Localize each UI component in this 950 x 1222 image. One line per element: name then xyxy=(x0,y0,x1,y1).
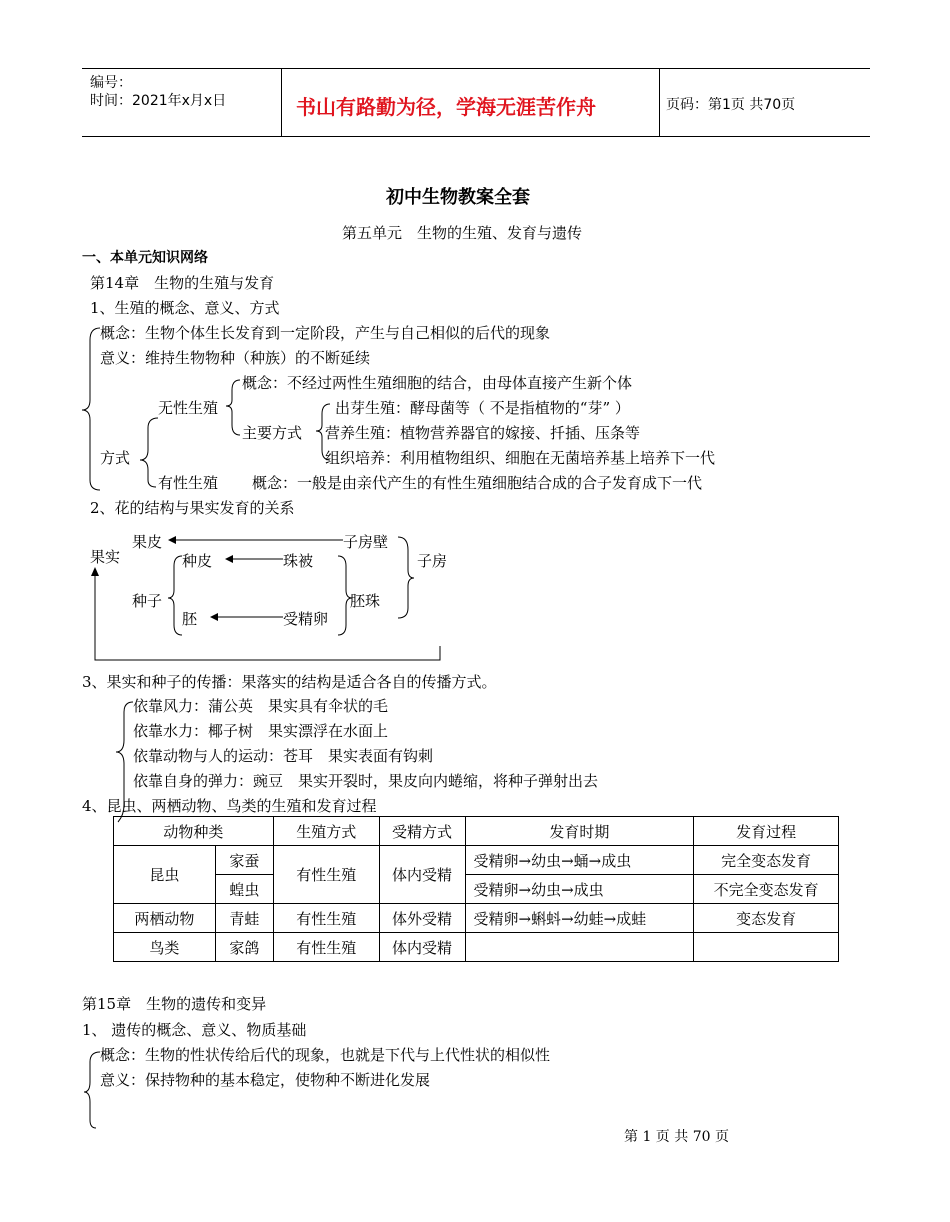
table-cell: 鸟类 xyxy=(114,933,216,962)
chapter-heading: 第14章 生物的生殖与发育 xyxy=(90,274,275,292)
asexual-concept: 概念：不经过两性生殖细胞的结合，由母体直接产生新个体 xyxy=(242,374,633,392)
table-cell: 家蚕 xyxy=(215,846,273,875)
main-ways-label: 主要方式 xyxy=(242,424,303,442)
brace xyxy=(398,537,414,618)
table-header: 动物种类 xyxy=(114,817,274,846)
diagram-embryo: 胚 xyxy=(182,610,198,628)
sexual-label: 有性生殖 xyxy=(158,474,219,492)
dispersal-wind: 依靠风力：蒲公英 果实具有伞状的毛 xyxy=(133,697,389,715)
page-subtitle: 第五单元 生物的生殖、发育与遗传 xyxy=(342,224,583,242)
heredity-meaning: 意义：保持物种的基本稳定，使物种不断进化发展 xyxy=(100,1071,431,1089)
dispersal-animal: 依靠动物与人的运动：苍耳 果实表面有钩刺 xyxy=(133,747,434,765)
section-heading: 一、本单元知识网络 xyxy=(82,250,208,266)
meaning-line: 意义：维持生物物种（种族）的不断延续 xyxy=(100,349,371,367)
table-cell: 受精卵→蝌蚪→幼蛙→成蛙 xyxy=(465,904,694,933)
diagram-integument: 珠被 xyxy=(283,552,314,570)
page-title: 初中生物教案全套 xyxy=(386,187,530,208)
arrowhead xyxy=(210,613,218,621)
table-cell: 家鸽 xyxy=(215,933,273,962)
table-cell: 有性生殖 xyxy=(273,933,379,962)
table-cell: 变态发育 xyxy=(694,904,839,933)
table-header: 受精方式 xyxy=(379,817,465,846)
brace xyxy=(82,328,100,490)
table-header: 发育过程 xyxy=(694,817,839,846)
header-page-count: 页码：第1页 共70页 xyxy=(666,97,796,113)
table-cell: 蝗虫 xyxy=(215,875,273,904)
brace xyxy=(338,556,352,635)
table-cell: 两栖动物 xyxy=(114,904,216,933)
table-cell: 受精卵→幼虫→成虫 xyxy=(465,875,694,904)
table-cell: 不完全变态发育 xyxy=(694,875,839,904)
arrowhead xyxy=(168,536,176,544)
brace xyxy=(140,418,158,487)
table-cell: 受精卵→幼虫→蛹→成虫 xyxy=(465,846,694,875)
arrowhead xyxy=(225,555,233,563)
item-heading: 1、生殖的概念、意义、方式 xyxy=(90,299,280,317)
table-header: 生殖方式 xyxy=(273,817,379,846)
diagram-ovary-wall: 子房壁 xyxy=(343,533,389,551)
diagram-seed: 种子 xyxy=(132,592,163,610)
ways-label: 方式 xyxy=(100,449,131,467)
brace xyxy=(84,1052,100,1128)
brace xyxy=(316,404,330,460)
table-cell: 有性生殖 xyxy=(273,846,379,904)
arrowhead xyxy=(91,567,99,576)
table-cell: 昆虫 xyxy=(114,846,216,904)
page-footer: 第 1 页 共 70 页 xyxy=(624,1129,729,1145)
diagram-ovary: 子房 xyxy=(417,552,448,570)
diagram-zygote: 受精卵 xyxy=(283,610,329,628)
item-heading: 3、果实和种子的传播：果落实的结构是适合各自的传播方式。 xyxy=(82,673,497,691)
diagram-fruit: 果实 xyxy=(90,548,121,566)
item-heading: 4、昆虫、两栖动物、鸟类的生殖和发育过程 xyxy=(82,797,377,815)
table-cell: 完全变态发育 xyxy=(694,846,839,875)
header-date: 时间：2021年x月x日 xyxy=(90,93,227,109)
budding-line: 出芽生殖：酵母菌等（ 不是指植物的“芽” ） xyxy=(335,399,630,417)
heredity-concept: 概念：生物的性状传给后代的现象，也就是下代与上代性状的相似性 xyxy=(100,1046,551,1064)
diagram-pericarp: 果皮 xyxy=(132,533,163,551)
brace xyxy=(116,702,133,822)
dispersal-self: 依靠自身的弹力：豌豆 果实开裂时，果皮向内蜷缩，将种子弹射出去 xyxy=(133,772,599,790)
table-cell: 体外受精 xyxy=(379,904,465,933)
brace xyxy=(226,380,240,435)
table-cell: 体内受精 xyxy=(379,846,465,904)
table-cell: 有性生殖 xyxy=(273,904,379,933)
item-heading: 2、花的结构与果实发育的关系 xyxy=(90,499,295,517)
chapter-heading: 第15章 生物的遗传和变异 xyxy=(82,995,267,1013)
table-cell: 体内受精 xyxy=(379,933,465,962)
dispersal-water: 依靠水力：椰子树 果实漂浮在水面上 xyxy=(133,722,389,740)
sexual-concept: 概念：一般是由亲代产生的有性生殖细胞结合成的合子发育成下一代 xyxy=(252,474,703,492)
diagram-seed-coat: 种皮 xyxy=(182,552,213,570)
table-cell: 青蛙 xyxy=(215,904,273,933)
header-motto: 书山有路勤为径，学海无涯苦作舟 xyxy=(296,95,596,119)
item-heading: 1、 遗传的概念、意义、物质基础 xyxy=(82,1021,307,1039)
header-number: 编号： xyxy=(90,75,132,91)
brace xyxy=(168,556,182,635)
tissue-line: 组织培养：利用植物组织、细胞在无菌培养基上培养下一代 xyxy=(325,449,716,467)
concept-line: 概念：生物个体生长发育到一定阶段，产生与自己相似的后代的现象 xyxy=(100,324,551,342)
vegetative-line: 营养生殖：植物营养器官的嫁接、扦插、压条等 xyxy=(325,424,641,442)
asexual-label: 无性生殖 xyxy=(158,399,219,417)
table-header: 发育时期 xyxy=(465,817,694,846)
diagram-ovule: 胚珠 xyxy=(350,592,381,610)
